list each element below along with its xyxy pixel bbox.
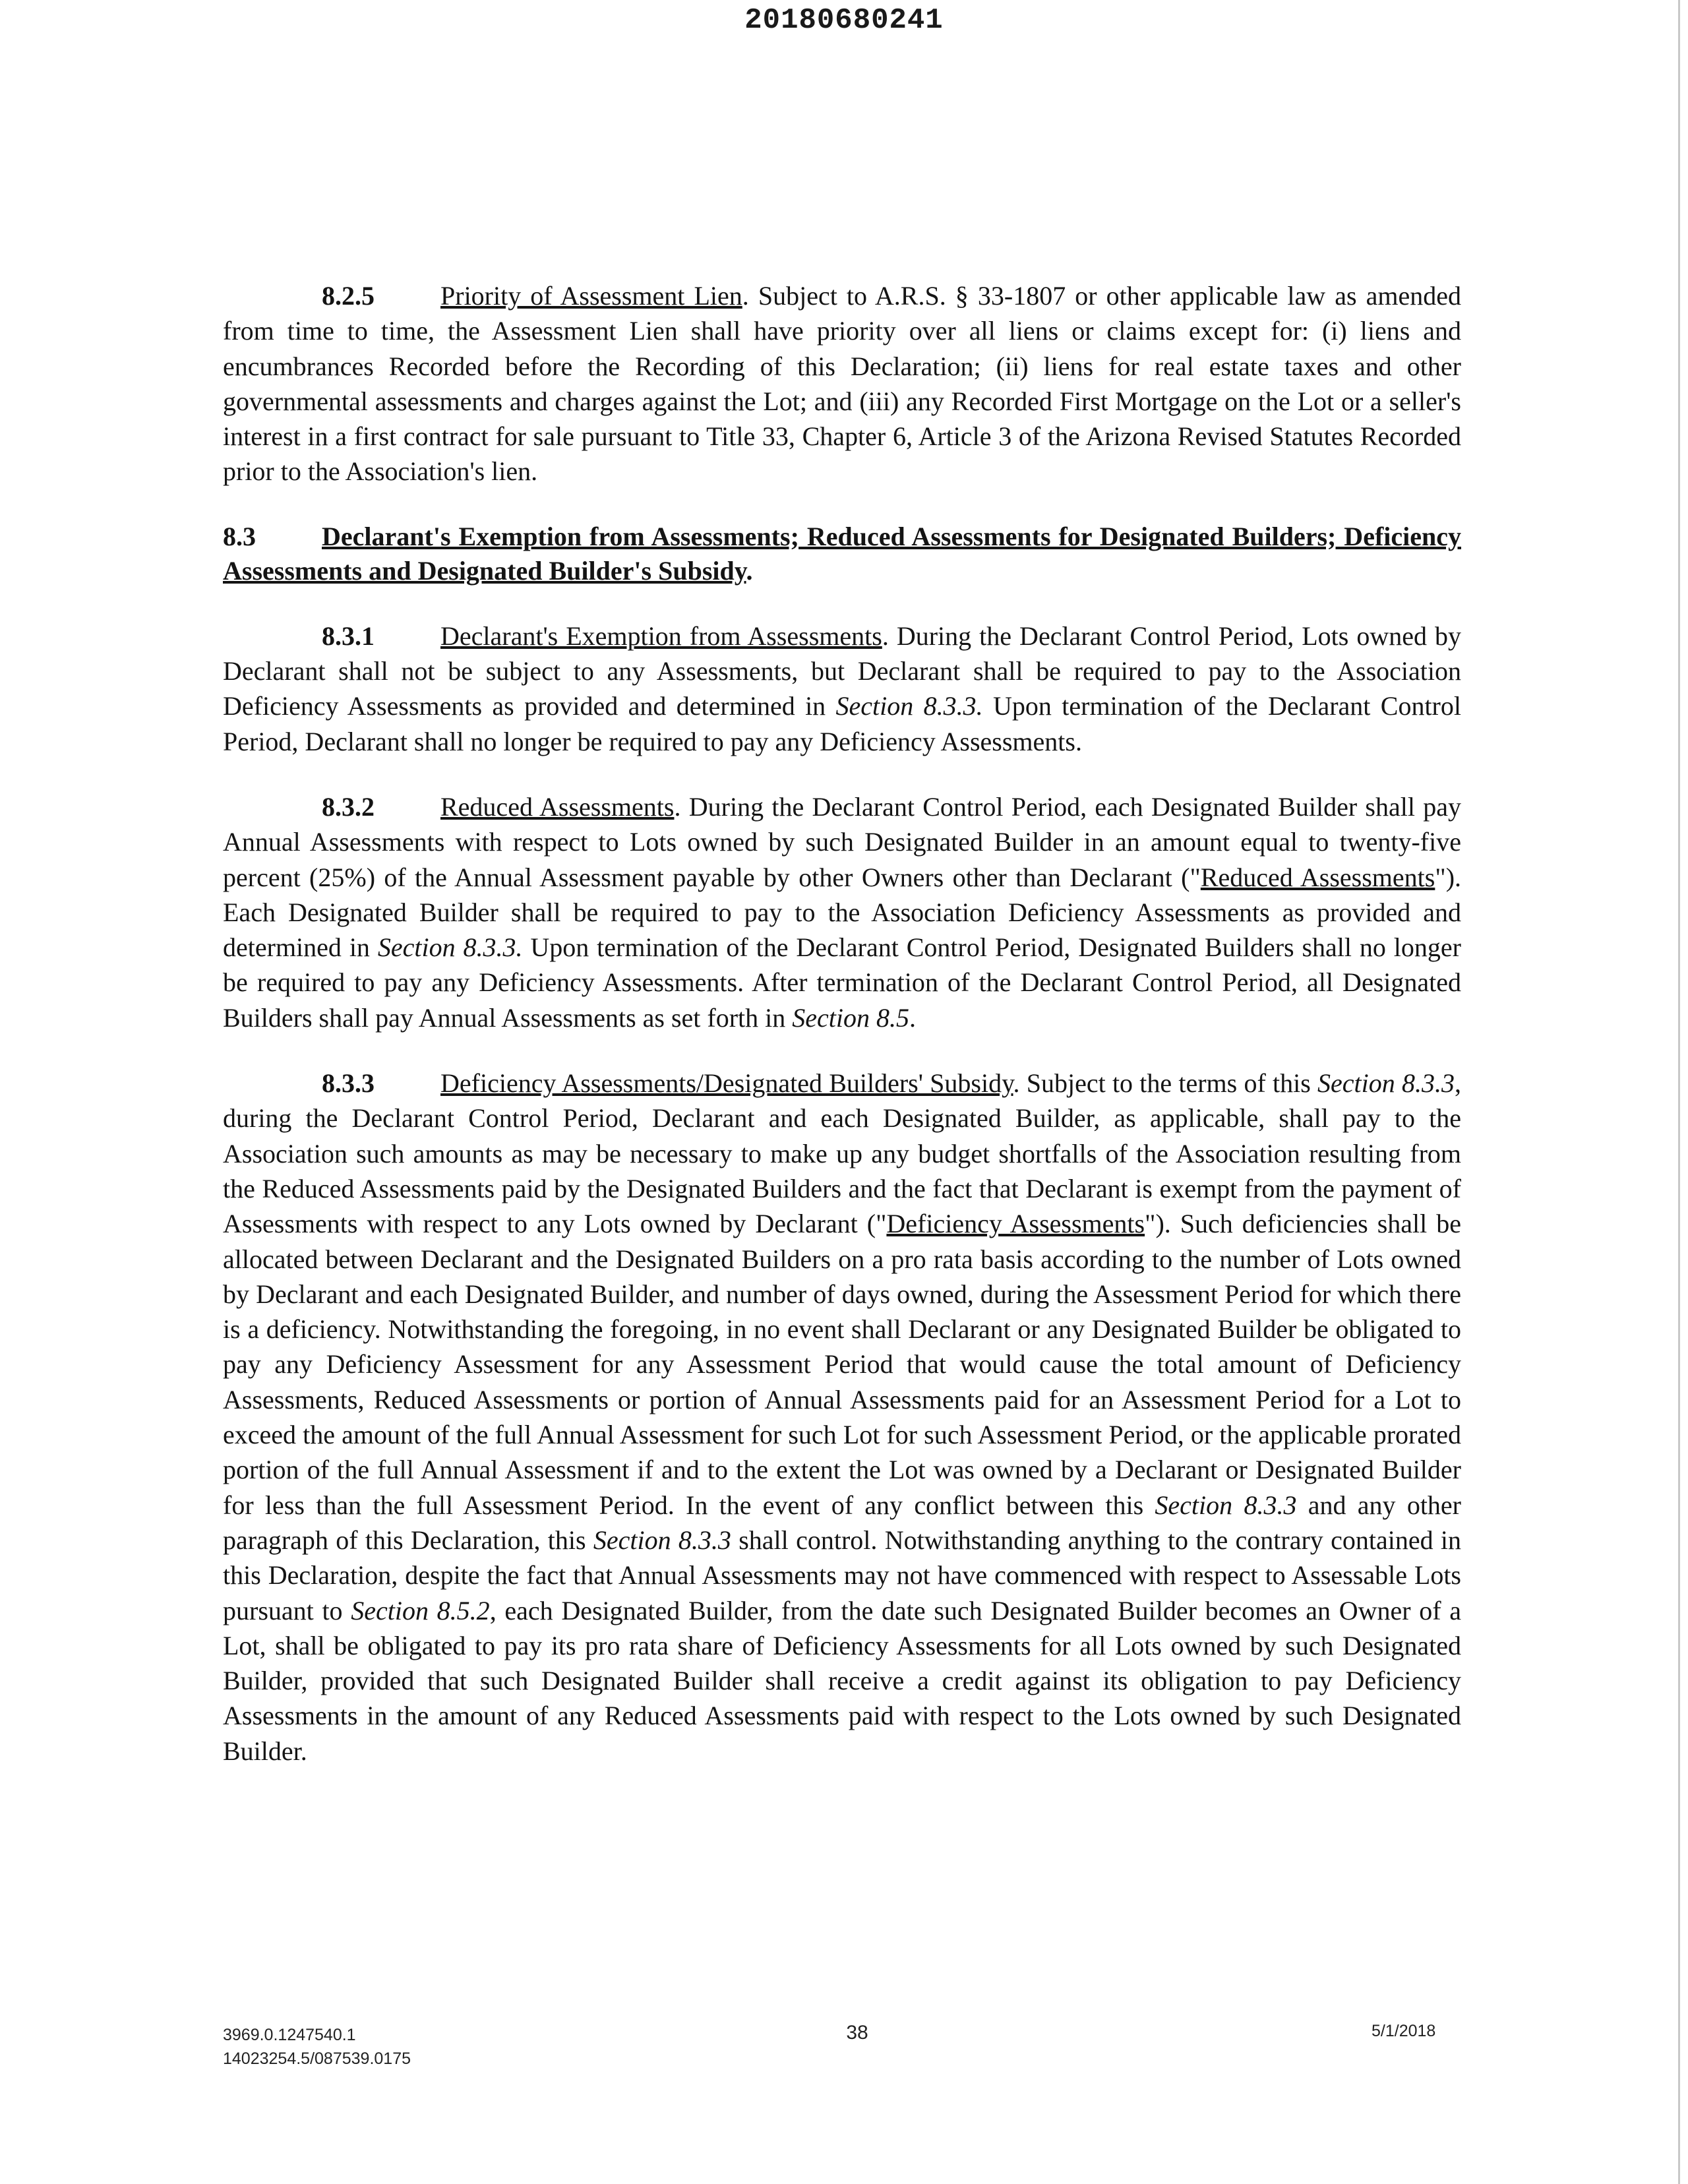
- section-8-3-2: [223, 789, 1461, 1035]
- section-text: , during the Declarant Control Period, Declarant and each Designated Builder, as applicable, shall pay to the Association such amounts as may be necessary to make up any budget shortfalls of the Association resulting from the Reduced Assessments paid by the Designated Builders and the fact that Declarant is exempt from the payment of Assessments with respect to any Lots owned by Declarant (": [223, 1068, 1461, 1239]
- section-number: 8.3.3: [322, 1068, 375, 1099]
- document-body: [223, 278, 1461, 1769]
- section-reference: Section 8.3.3.: [835, 691, 983, 721]
- section-text: , each Designated Builder, from the date such Designated Builder becomes an Owner of a Lot, shall be obligated to pay its pro rata share of Deficiency Assessments for all Lots owned by such Designated Builder, provided that such Designated Builder shall receive a credit against its obligation to pay Deficiency Assessments in the amount of any Reduced Assessments paid with respect to the Lots owned by such Designated Builder.: [223, 1595, 1462, 1766]
- footer-doc-id: 3969.0.1247540.1: [223, 2026, 356, 2044]
- section-8-3-1: [223, 619, 1461, 759]
- section-text: "). Each Designated Builder shall be required to pay to the Association Deficiency Assessments as provided and determined in: [223, 862, 1462, 963]
- heading-title: Declarant's Exemption from Assessments; Reduced Assessments for Designated Builders; Deficiency Assessments and Designated Builder's Subsidy: [223, 521, 1461, 586]
- footer-document-ids: [223, 2023, 411, 2071]
- section-8-3-3: [223, 1066, 1461, 1769]
- section-title: Reduced Assessments: [440, 791, 675, 822]
- heading-end: .: [746, 555, 753, 586]
- section-text: . During the Declarant Control Period, Lots owned by Declarant shall not be subject to any Assessments, but Declarant shall be required to pay to the Association Deficiency Assessments as provided and determined in: [223, 621, 1461, 721]
- section-8-2-5: [223, 278, 1461, 489]
- section-reference: Section 8.3.3.: [377, 932, 523, 963]
- footer-doc-id: 14023254.5/087539.0175: [223, 2049, 411, 2068]
- page-right-edge: [1678, 0, 1680, 2184]
- section-reference: Section 8.5: [792, 1002, 909, 1033]
- section-text: Upon termination of the Declarant Control Period, Declarant shall no longer be required to pay any Deficiency Assessments.: [223, 691, 1461, 756]
- section-reference: Section 8.3.3: [1317, 1068, 1455, 1099]
- section-number: 8.2.5: [322, 281, 375, 311]
- section-text: shall control. Notwithstanding anything to the contrary contained in this Declaration, despite the fact that Annual Assessments may not have commenced with respect to Assessable Lots pursuant to: [223, 1525, 1461, 1625]
- section-number: 8.3.2: [322, 791, 375, 822]
- section-8-3-heading: [223, 520, 1461, 588]
- section-title: Deficiency Assessments/Designated Builders' Subsidy: [440, 1068, 1013, 1099]
- page-number: 38: [846, 2022, 868, 2044]
- section-text: .: [909, 1002, 916, 1033]
- section-title: Priority of Assessment Lien: [440, 281, 742, 311]
- section-text: "). Such deficiencies shall be allocated between Declarant and the Designated Builders on a pro rata basis according to the number of Lots owned by Declarant and each Designated Builder, and number of days owned, during the Assessment Period for which there is a deficiency. Notwithstanding the foregoing, in no event shall Declarant or any Designated Builder be obligated to pay any Deficiency Assessment for any Assessment Period that would cause the total amount of Deficiency Assessments, Reduced Assessments or portion of Annual Assessments paid for an Assessment Period for a Lot to exceed the amount of the full Annual Assessment for such Lot for such Assessment Period, or the applicable prorated portion of the full Annual Assessment if and to the extent the Lot was owned by a Declarant or Designated Builder for less than the full Assessment Period. In the event of any conflict between this: [223, 1209, 1461, 1520]
- heading-number: 8.3: [223, 521, 256, 551]
- section-text: . Subject to A.R.S. § 33-1807 or other applicable law as amended from time to time, the Assessment Lien shall have priority over all liens or claims except for: (i) liens and encumbrances Recorded before the Recording of this Declaration; (ii) liens for real estate taxes and other governmental assessments and charges against the Lot; and (iii) any Recorded First Mortgage on the Lot or a seller's interest in a first contract for sale pursuant to Title 33, Chapter 6, Article 3 of the Arizona Revised Statutes Recorded prior to the Association's lien.: [223, 281, 1461, 487]
- section-text: Upon termination of the Declarant Control Period, Designated Builders shall no longer be required to pay any Deficiency Assessments. After termination of the Declarant Control Period, all Designated Builders shall pay Annual Assessments as set forth in: [223, 932, 1461, 1033]
- footer-date: 5/1/2018: [1372, 2022, 1436, 2040]
- section-text: . During the Declarant Control Period, each Designated Builder shall pay Annual Assessments with respect to Lots owned by such Designated Builder in an amount equal to twenty-five percent (25%) of the Annual Assessment payable by other Owners other than Declarant (": [223, 791, 1462, 892]
- section-reference: Section 8.5.2: [351, 1595, 490, 1625]
- section-number: 8.3.1: [322, 621, 375, 651]
- section-title: Declarant's Exemption from Assessments: [440, 621, 882, 651]
- section-reference: Section 8.3.3: [1155, 1490, 1297, 1520]
- section-text: and any other paragraph of this Declaration, this: [223, 1490, 1462, 1555]
- section-reference: Section 8.3.3: [593, 1525, 731, 1555]
- recording-number: 20180680241: [744, 4, 944, 37]
- defined-term: Reduced Assessments: [1200, 862, 1435, 892]
- defined-term: Deficiency Assessments: [886, 1209, 1145, 1239]
- section-text: . Subject to the terms of this: [1013, 1068, 1318, 1099]
